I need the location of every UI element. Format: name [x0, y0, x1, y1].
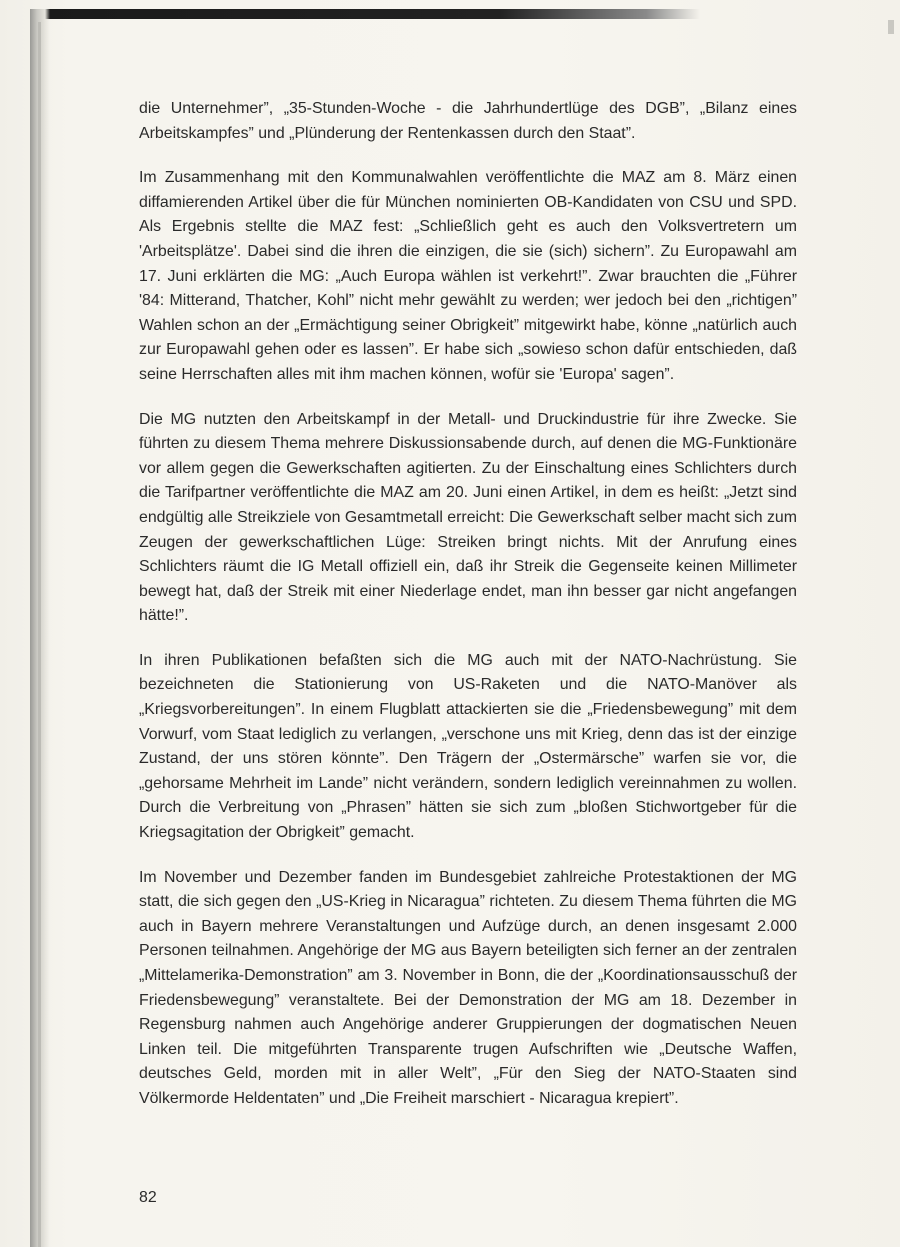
corner-mark — [888, 20, 894, 34]
top-binding-rule — [30, 9, 700, 19]
paragraph-3: Die MG nutzten den Arbeitskampf in der Metall- und Druckindustrie für ihre Zwecke. Sie führten zu diesem Thema mehrere Diskussionsabende durch, auf denen die MG-Funktionäre vor allem gegen die Gewerkschaften agitierten. Zu der Einschaltung eines Schlichters durch die Tarifpartner veröffentlichte die MAZ am 20. Juni einen Artikel, in dem es heißt: „Jetzt sind endgültig alle Streikziele von Gesamtmetall erreicht: Die Gewerkschaft selber macht sich zum Zeugen der gewerkschaftlichen Lüge: Streiken bringt nichts. Mit der Anrufung eines Schlichters räumt die IG Metall offiziell ein, daß ihr Streik die Gegenseite keinen Millimeter bewegt hat, daß der Streik mit einer Niederlage endet, man ihn besser gar nicht angefangen hätte!”. — [139, 410, 797, 625]
page-number: 82 — [139, 1189, 157, 1206]
paragraph-1: die Unternehmer”, „35-Stunden-Woche - die Jahrhundertlüge des DGB”, „Bilanz eines Arbeitskampfes” und „Plünderung der Rentenkassen durch den Staat”. — [139, 100, 797, 142]
paragraph-2: Im Zusammenhang mit den Kommunalwahlen veröffentlichte die MAZ am 8. März einen diffamierenden Artikel über die für München nominierten OB-Kandidaten von CSU und SPD. Als Ergebnis stellte die MAZ fest: „Schließlich geht es auch den Volksvertretern um 'Arbeitsplätze'. Dabei sind die ihren die einzigen, die sie (sich) sichern”. Zu Europawahl am 17. Juni erklärten die MG: „Auch Europa wählen ist verkehrt!”. Zwar brauchten die „Führer '84: Mitterand, Thatcher, Kohl” nicht mehr gewählt zu werden; wer jedoch bei den „richtigen” Wahlen schon an der „Ermächtigung seiner Obrigkeit” mitgewirkt habe, könne „natürlich auch zur Europawahl gehen oder es lassen”. Er habe sich „sowieso schon dafür entschieden, daß seine Herrschaften alles mit ihm machen können, wofür sie 'Europa' sagen”. — [139, 169, 797, 383]
binding-line — [38, 22, 41, 1247]
body-text — [139, 97, 797, 1132]
paragraph-4: In ihren Publikationen befaßten sich die MG auch mit der NATO-Nachrüstung. Sie bezeichneten die Stationierung von US-Raketen und die NATO-Manöver als „Kriegsvorbereitungen”. In einem Flugblatt attackierten sie die „Friedensbewegung” mit dem Vorwurf, vom Staat lediglich zu verlangen, „verschone uns mit Krieg, denn das ist der einzige Zustand, der uns stören könnte”. Den Trägern der „Ostermärsche” warfen sie vor, die „gehorsame Mehrheit im Lande” nicht verändern, sondern lediglich vereinnahmen zu wollen. Durch die Verbreitung von „Phrasen” hätten sie sich zum „bloßen Stichwortgeber für die Kriegsagitation der Obrigkeit” gemacht. — [139, 651, 797, 842]
paragraph-5: Im November und Dezember fanden im Bundesgebiet zahlreiche Protestaktionen der MG statt, die sich gegen den „US-Krieg in Nicaragua” richteten. Zu diesem Thema führten die MG auch in Bayern mehrere Veranstaltungen und Aufzüge durch, an denen insgesamt 2.000 Personen teilnahmen. Angehörige der MG aus Bayern beteiligten sich ferner an der zentralen „Mittelamerika-Demonstration” am 3. November in Bonn, die der „Koordinationsausschuß der Friedensbewegung” veranstaltete. Bei der Demonstration der MG am 18. Dezember in Regensburg nahmen auch Angehörige anderer Gruppierungen der dogmatischen Neuen Linken teil. Die mitgeführten Transparente trugen Aufschriften wie „Deutsche Waffen, deutsches Geld, morden mit in aller Welt”, „Für den Sieg der NATO-Staaten sind Völkermorde Heldentaten” und „Die Freiheit marschiert - Nicaragua krepiert”. — [139, 868, 797, 1107]
